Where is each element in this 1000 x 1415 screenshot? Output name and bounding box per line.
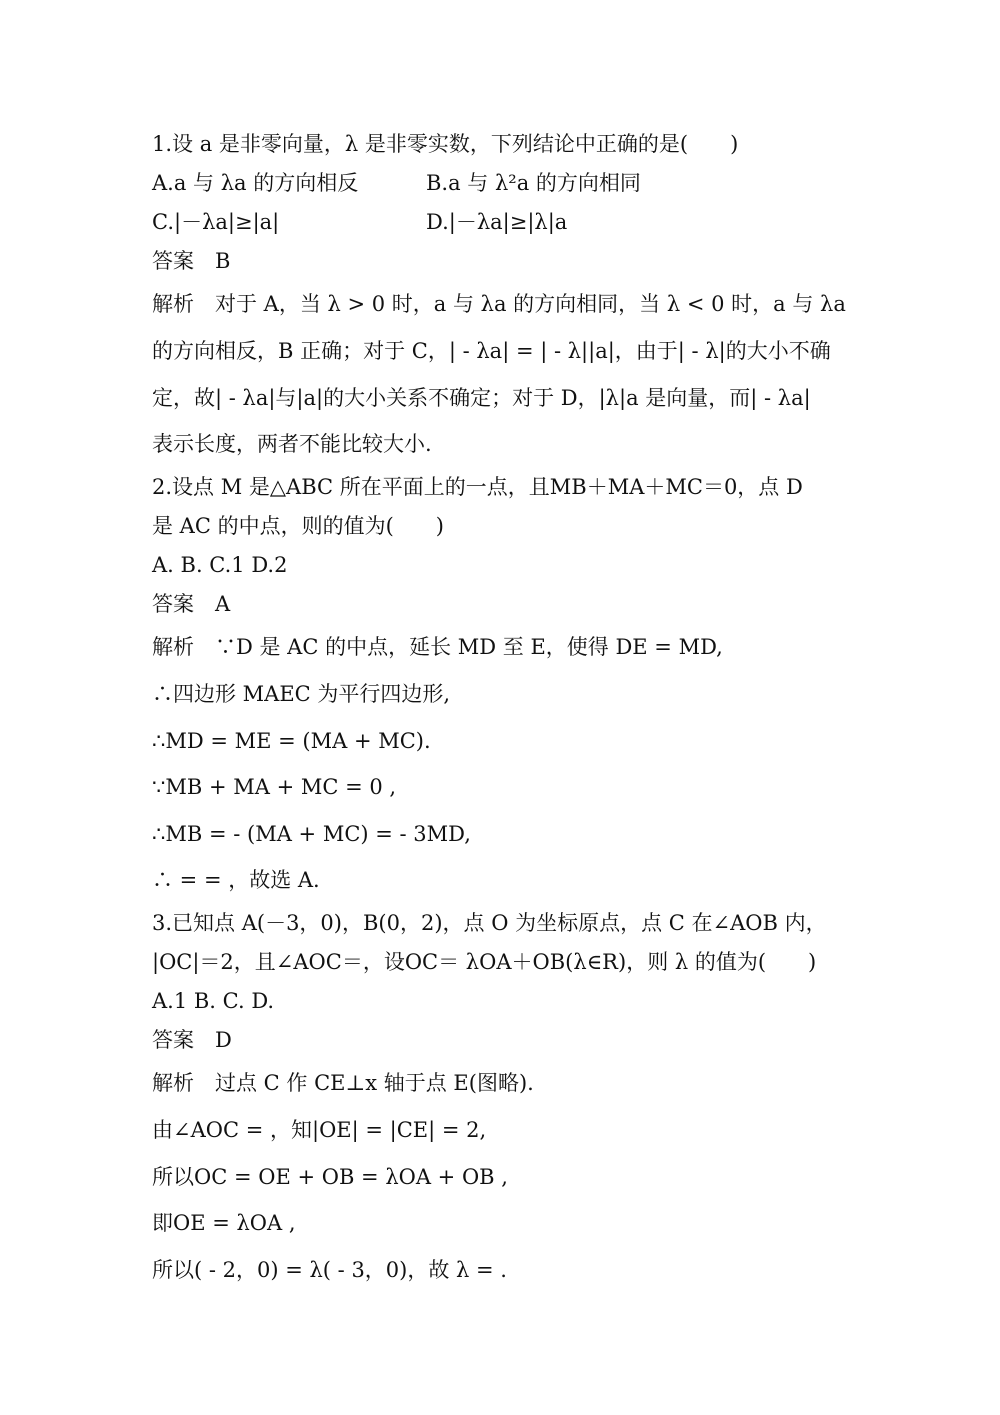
q2-stem-line: 2.设点 M 是△ABC 所在平面上的一点，且MB＋MA＋MC＝0，点 D — [152, 475, 803, 499]
q3-analysis-line: 由∠AOC = ，知|OE| = |CE| = 2, — [152, 1118, 487, 1142]
q2-stem-line: 是 AC 的中点，则的值为( ) — [152, 514, 444, 538]
q1-option-b: B.a 与 λ²a 的方向相同 — [426, 171, 641, 195]
q2-analysis-line: ∴ = = ，故选 A. — [152, 868, 320, 892]
q2-analysis-line: ∴四边形 MAEC 为平行四边形, — [152, 682, 451, 706]
q1-stem: 1.设 a 是非零向量，λ 是非零实数，下列结论中正确的是( ) — [152, 132, 739, 156]
q2-analysis-line: ∵MB + MA + MC = 0 , — [152, 775, 397, 799]
q1-analysis-line: 定，故| - λa|与|a|的大小关系不确定；对于 D，|λ|a 是向量，而| - λa| — [152, 386, 811, 410]
q2-analysis-line: ∴MD = ME = (MA + MC). — [152, 729, 431, 753]
q1-answer: 答案 B — [152, 249, 231, 273]
q2-options: A. B. C.1 D.2 — [152, 553, 288, 577]
q1-analysis-line: 表示长度，两者不能比较大小. — [152, 432, 432, 456]
q1-option-d: D.|－λa|≥|λ|a — [426, 210, 568, 234]
q2-analysis-line: 解析 ∵D 是 AC 的中点，延长 MD 至 E，使得 DE = MD, — [152, 635, 723, 659]
q1-analysis-line: 的方向相反，B 正确；对于 C，| - λa| = | - λ||a|，由于| - λ|的大小不确 — [152, 339, 831, 363]
q3-stem-line: |OC|＝2，且∠AOC＝，设OC＝ λOA＋OB(λ∈R)，则 λ 的值为( ) — [152, 950, 817, 974]
q1-option-c: C.|－λa|≥|a| — [152, 210, 280, 234]
q2-analysis-line: ∴MB = - (MA + MC) = - 3MD, — [152, 822, 471, 846]
q3-analysis-line: 解析 过点 C 作 CE⊥x 轴于点 E(图略). — [152, 1071, 534, 1095]
q2-answer: 答案 A — [152, 592, 231, 616]
q1-analysis-line: 解析 对于 A，当 λ > 0 时，a 与 λa 的方向相同，当 λ < 0 时，a 与 λa — [152, 292, 846, 316]
q3-answer: 答案 D — [152, 1028, 232, 1052]
q1-option-a: A.a 与 λa 的方向相反 — [152, 171, 359, 195]
q3-stem-line: 3.已知点 A(－3，0)，B(0，2)，点 O 为坐标原点，点 C 在∠AOB 内， — [152, 911, 827, 935]
q3-analysis-line: 即OE = λOA , — [152, 1211, 296, 1235]
q3-analysis-line: 所以( - 2，0) = λ( - 3，0)，故 λ = . — [152, 1258, 507, 1282]
q3-analysis-line: 所以OC = OE + OB = λOA + OB , — [152, 1165, 508, 1189]
q3-options: A.1 B. C. D. — [152, 989, 275, 1013]
